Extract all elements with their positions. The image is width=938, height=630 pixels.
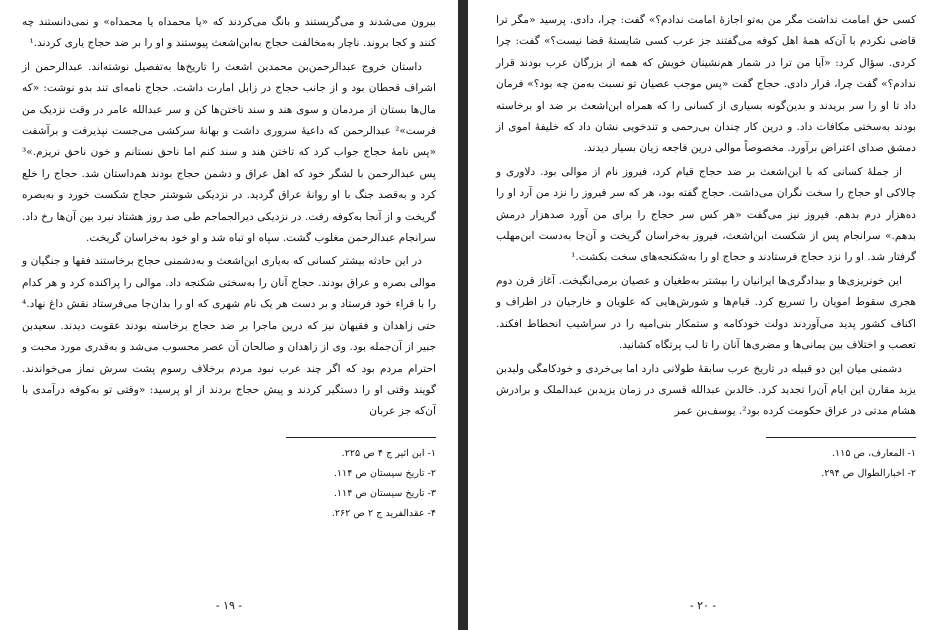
page-number: - ۲۰ -: [689, 599, 717, 612]
footnote-item: ۴- عقدالفرید ج ۲ ص ۲۶۲.: [331, 507, 436, 519]
right-paragraph-2: از جملهٔ کسانی که با ابن‌اشعث بر ضد حجاج قیام کرد، فیروز نام از موالی بود. دلاوری و چالاکی او حجاج را سخت نگران می‌داشت. حجاج گفته بود، هر که سر فیروز را نزد من آرد او را ده‌هزار درم بدهم. فیروز نیز می‌گفت «هر کس سر حجاج را برای من آورد صدهزار درمش بدهم.» سرانجام پس از شکست ابن‌اشعث، فیروز به‌خراسان گریخت و آن‌جا به‌دست ابن‌مهلب گرفتار شد. او را نزد حجاج فرستادند و حجاج او را به‌شکنجه‌های سخت بکشت.¹: [496, 165, 916, 264]
left-page: [0, 0, 458, 630]
footnote-item: ۲- تاریخ سیستان ص ۱۱۴.: [333, 467, 436, 479]
footnote-item: ۱- المعارف، ص ۱۱۵.: [831, 447, 916, 459]
footnote-item: ۱- ابن اثیر ج ۴ ص ۲۲۵.: [341, 447, 436, 459]
left-paragraph-1: بیرون می‌شدند و می‌گریستند و بانگ می‌کردند که «یا محمداه یا محمداه» و نمی‌دانستند چه کنند و کجا بروند. ناچار به‌مخالفت حجاج به‌ابن‌اشعث پیوستند و او را بر ضد حجاج یاری کردند.¹: [22, 16, 436, 50]
footnote-item: ۳- تاریخ سیستان ص ۱۱۴.: [333, 487, 436, 499]
right-page: [468, 0, 938, 630]
right-paragraph-3: این خونریزی‌ها و بیدادگری‌ها ایرانیان را بیشتر به‌طغیان و عصیان برمی‌انگیخت. آغاز قرن دوم هجری سقوط امویان را تسریع کرد. قیام‌ها و شورش‌هایی که علویان و خارجیان در اطراف و اکناف کشور پدید می‌آوردند دولت خودکامه و ستمکار بنی‌امیه را در سراشیب انحطاط افکند. تعصب و اختلاف بین یمانی‌ها و مضری‌ها آنان را تا لب پرتگاه کشانید.: [496, 274, 916, 352]
footnote-item: ۲- اخبارالطوال ص ۲۹۴.: [821, 467, 916, 479]
left-paragraph-2: داستان خروج عبدالرحمن‌بن محمدبن اشعث را تاریخ‌ها به‌تفصیل نوشته‌اند. عبدالرحمن از اشراف قحطان بود و از جانب حجاج در زابل امارت داشت. حجاج نامه‌ای تند بدو نوشت: «که مال‌ها بستان از مردمان و سوی هند و سند تاختن‌ها کن و سر عبدالله عامر در وقت نزدیک من فرست»² عبدالرحمن که داعیهٔ سروری داشت و بهانهٔ سرکشی می‌جست نپذیرفت و برآشفت «پس نامهٔ حجاج جواب کرد که تاختن هند و سند کنم اما ناحق نستانم و خون ناحق نریزم.»³ پس عبدالرحمن با لشگر خود که اهل عراق و دشمن حجاج بودند هم‌داستان شد. حجاج را خلع کرد و به‌قصد جنگ با او روانهٔ عراق گردید. در نزدیکی شوشتر حجاج شکست خورد و به‌بصره گریخت و از آنجا به‌کوفه رفت. در نزدیکی دیرالجماجم طی صد روز هشتاد نبرد بین آن‌ها رخ داد. سرانجام عبدالرحمن مغلوب گشت. سپاه او تباه شد و او خود به‌خراسان گریخت.: [22, 60, 436, 245]
footnote-divider: [286, 437, 436, 438]
right-paragraph-4: دشمنی میان این دو قبیله در تاریخ عرب سابقهٔ طولانی دارد اما بی‌خردی و خودکامگی ولیدبن یزید مقارن این ایام آن‌را تجدید کرد. خالدبن عبدالله قسری در زمان یزیدبن عبدالملک و برادرش هشام مدتی در عراق حکومت کرده بود². یوسف‌بن عمر: [496, 362, 916, 418]
left-footnotes: [22, 444, 436, 524]
right-paragraph-1: کسی حق امامت نداشت مگر من به‌تو اجازهٔ امامت ندادم؟» گفت: چرا، دادی. پرسید «مگر ترا قاضی نکردم با آن‌که همهٔ اهل کوفه می‌گفتند جز عرب کسی شایستهٔ قضا نیست؟» گفت: چرا کردی. سؤال کرد: «آیا من ترا در شمار هم‌نشینان خویش که همه از بزرگان عرب بودند قرار ندادم؟» گفت چرا، قرار دادی. حجاج گفت «پس موجب عصیان تو نسبت به‌من چه بود؟» فرمان داد تا او را سر بریدند و بدین‌گونه بسیاری از کسانی را که همراه ابن‌اشعث بر ضد او برخاسته بودند به‌سختی مکافات داد. و درین کار چندان بی‌رحمی و تندخویی نشان داد که خلیفهٔ اموی از دمشق صدای اعتراض برآورد. مخصوصاً موالی درین فاجعه زیان بسیار دیدند.: [496, 14, 916, 155]
page-number: - ۱۹ -: [215, 599, 243, 612]
book-gutter: [458, 0, 468, 630]
left-paragraph-3: در این حادثه بیشتر کسانی که به‌یاری ابن‌اشعث و به‌دشمنی حجاج برخاستند فقها و جنگیان و موالی بصره و عراق بودند. حجاج آنان را به‌سختی شکنجه داد. موالی را پراکنده کرد و هر کدام را با قراء خود فرستاد و بر دست هر یک نام شهری که او را بدان‌جا می‌فرستاد نقش داغ نهاد.⁴ حتی زاهدان و فقیهان نیز که درین ماجرا بر ضد حجاج برخاسته بودند عقوبت دیدند. سعیدبن جبیر از آن‌جمله بود. وی از زاهدان و صالحان آن عصر محسوب می‌شد و به‌قدری مورد محبت و احترام مردم بود که اگر چند عرب نبود مردم برخلاف رسوم پشت سرش نماز می‌خواندند. گویند وقتی او را دستگیر کردند و پیش حجاج بردند از او پرسید: «وقتی تو به‌کوفه درآمدی با آن‌که جز عربان: [22, 255, 436, 418]
right-footnotes: [496, 444, 916, 484]
footnote-divider: [766, 437, 916, 438]
